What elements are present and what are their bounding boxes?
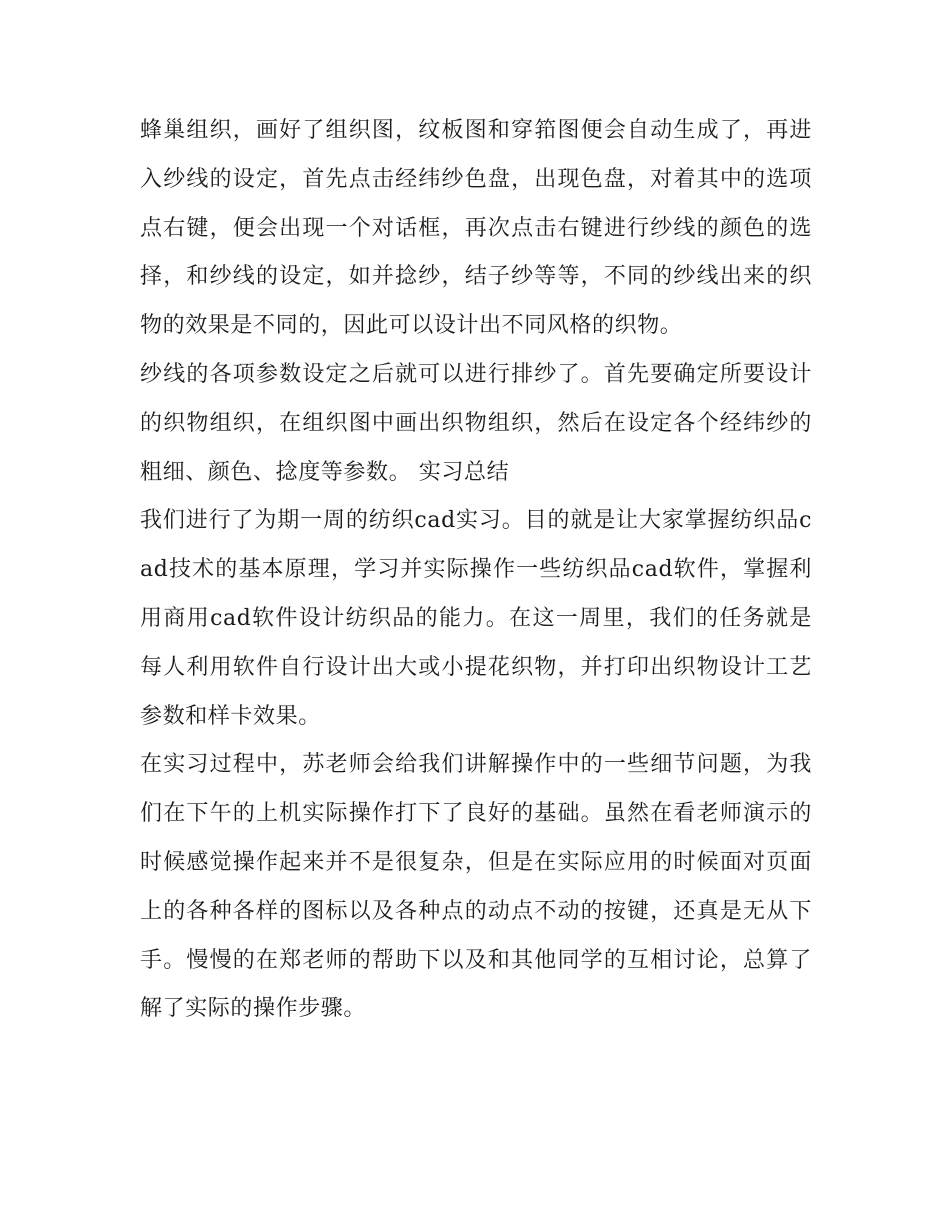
document-body xyxy=(140,107,812,1034)
paragraph-internship-summary: 我们进行了为期一周的纺织cad实习。目的就是让大家掌握纺织品cad技术的基本原理，学习并实际操作一些纺织品cad软件，掌握利用商用cad软件设计纺织品的能力。在这一周里，我们的任务就是每人利用软件自行设计出大或小提花织物，并打印出织物设计工艺参数和样卡效果。 xyxy=(140,508,812,729)
paragraph-weave-design: 蜂巢组织，画好了组织图，纹板图和穿筘图便会自动生成了，再进入纱线的设定，首先点击经纬纱色盘，出现色盘，对着其中的选项点右键，便会出现一个对话框，再次点击右键进行纱线的颜色的选择，和纱线的设定，如并捻纱，结子纱等等，不同的纱线出来的织物的效果是不同的，因此可以设计出不同风格的织物。 xyxy=(140,118,812,339)
paragraph-practice-process: 在实习过程中，苏老师会给我们讲解操作中的一些细节问题，为我们在下午的上机实际操作打下了良好的基础。虽然在看老师演示的时候感觉操作起来并不是很复杂，但是在实际应用的时候面对页面上的各种各样的图标以及各种点的动点不动的按键，还真是无从下手。慢慢的在郑老师的帮助下以及和其他同学的互相讨论，总算了解了实际的操作步骤。 xyxy=(140,752,812,1022)
paragraph-yarn-settings: 纱线的各项参数设定之后就可以进行排纱了。首先要确定所要设计的织物组织，在组织图中画出织物组织，然后在设定各个经纬纱的粗细、颜色、捻度等参数。 实习总结 xyxy=(140,361,812,485)
